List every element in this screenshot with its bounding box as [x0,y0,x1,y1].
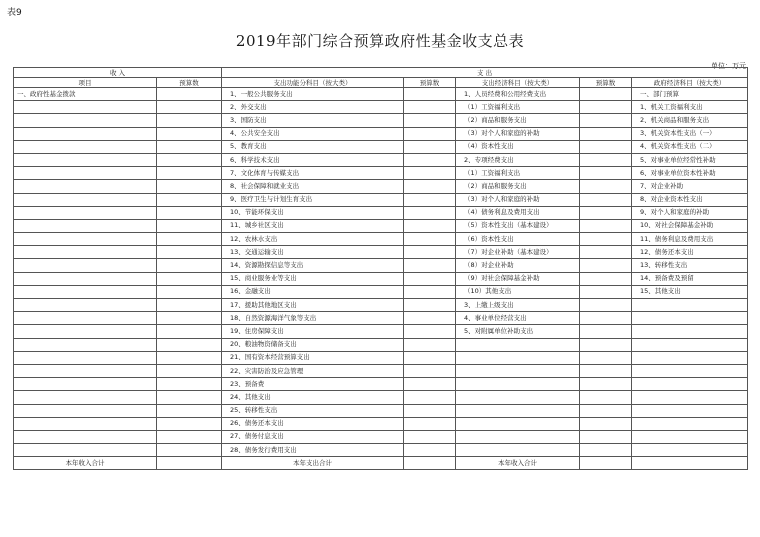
budget-cell [580,246,632,259]
budget-cell [580,219,632,232]
budget-cell [580,206,632,219]
func-item-cell: 15、商业服务业等支出 [222,272,404,285]
govecon-item-cell: 4、机关资本性支出（二） [632,140,748,153]
income-item-cell [14,378,157,391]
budget-cell [404,219,456,232]
table-row [14,430,748,443]
econ-item-cell [456,378,580,391]
budget-cell [404,404,456,417]
budget-cell [404,206,456,219]
unit-label: 单位：万元 [711,62,746,70]
func-item-cell: 23、预备费 [222,378,404,391]
table-row [14,219,748,232]
budget-cell [157,312,222,325]
govecon-item-cell: 15、其他支出 [632,285,748,298]
budget-cell [404,285,456,298]
income-item-cell [14,272,157,285]
econ-item-cell: （1）工资福利支出 [456,101,580,114]
budget-cell [580,351,632,364]
budget-cell [580,299,632,312]
func-item-cell: 2、外交支出 [222,101,404,114]
budget-cell [157,444,222,457]
func-item-cell: 21、国有资本经营预算支出 [222,351,404,364]
table-row [14,417,748,430]
govecon-header: 政府经济科目（按大类） [632,78,748,88]
table-row [14,114,748,127]
budget-cell [404,153,456,166]
budget-cell [404,167,456,180]
budget-cell [157,299,222,312]
income-item-cell [14,391,157,404]
budget-header: 预算数 [157,78,222,88]
govecon-item-cell: 2、机关商品和服务支出 [632,114,748,127]
budget-cell [580,140,632,153]
budget-cell [580,101,632,114]
econ-item-cell: （2）商品和服务支出 [456,180,580,193]
income-item-cell [14,233,157,246]
table-row [14,444,748,457]
econ-item-cell: （10）其他支出 [456,285,580,298]
income-item-cell [14,167,157,180]
func-item-cell: 25、转移性支出 [222,404,404,417]
income-item-cell [14,153,157,166]
budget-cell [157,430,222,443]
func-item-cell: 7、文化体育与传媒支出 [222,167,404,180]
budget-cell [404,233,456,246]
func-item-cell: 4、公共安全支出 [222,127,404,140]
budget-cell [157,378,222,391]
govecon-item-cell [632,417,748,430]
govecon-item-cell: 8、对企业资本性支出 [632,193,748,206]
econ-item-cell: 5、对附属单位补助支出 [456,325,580,338]
budget-cell [580,338,632,351]
budget-cell [404,140,456,153]
econ-item-cell: 1、人员经费和公用经费支出 [456,88,580,101]
econ-item-cell [456,391,580,404]
table-row [14,299,748,312]
func-item-cell: 1、一般公共服务支出 [222,88,404,101]
income-item-cell [14,206,157,219]
govecon-item-cell: 7、对企业补助 [632,180,748,193]
func-item-cell: 13、交通运输支出 [222,246,404,259]
budget-cell [404,272,456,285]
income-item-cell [14,259,157,272]
func-item-cell: 28、债务发行费用支出 [222,444,404,457]
govecon-item-cell: 3、机关资本性支出（一） [632,127,748,140]
budget-cell [157,127,222,140]
econ-item-cell [456,417,580,430]
govecon-item-cell: 9、对个人和家庭的补助 [632,206,748,219]
econ-item-cell: （4）债务利息及费用支出 [456,206,580,219]
budget-cell [404,417,456,430]
budget-cell [580,88,632,101]
budget-cell [580,378,632,391]
income-item-cell [14,444,157,457]
govecon-item-cell: 一、部门预算 [632,88,748,101]
budget-cell [580,391,632,404]
table-row [14,351,748,364]
budget-cell [580,444,632,457]
func-item-cell: 16、金融支出 [222,285,404,298]
item-header: 项目 [14,78,157,88]
budget-cell [157,404,222,417]
govecon-item-cell [632,430,748,443]
econ-item-cell: 4、事业单位经营支出 [456,312,580,325]
table-row [14,127,748,140]
income-total-label: 本年收入合计 [14,457,157,470]
budget-cell [580,259,632,272]
expense-header: 支 出 [222,68,748,78]
econ-item-cell: （5）资本性支出（基本建设） [456,219,580,232]
table-row [14,140,748,153]
econ-item-cell: （2）商品和服务支出 [456,114,580,127]
govecon-item-cell: 13、转移性支出 [632,259,748,272]
govecon-item-cell [632,364,748,377]
budget-cell [404,193,456,206]
econ-item-cell: （3）对个人和家庭的补助 [456,127,580,140]
budget-cell [580,114,632,127]
table-row [14,259,748,272]
budget-table [13,67,748,470]
budget-cell [157,351,222,364]
budget-header: 预算数 [404,78,456,88]
func-header: 支出功能分科目（按大类） [222,78,404,88]
budget-cell [580,272,632,285]
func-item-cell: 10、节能环保支出 [222,206,404,219]
func-item-cell: 3、国防支出 [222,114,404,127]
budget-cell [580,153,632,166]
econ-header: 支出经济科目（按大类） [456,78,580,88]
budget-header: 预算数 [580,78,632,88]
table-row [14,193,748,206]
econ-item-cell: （6）资本性支出 [456,233,580,246]
govecon-item-cell [632,351,748,364]
budget-cell [157,167,222,180]
func-item-cell: 8、社会保障和就业支出 [222,180,404,193]
budget-cell [157,391,222,404]
table-row [14,312,748,325]
table-row [14,285,748,298]
budget-cell [580,325,632,338]
econ-item-cell: 2、专项经费支出 [456,153,580,166]
budget-cell [157,101,222,114]
table-row [14,101,748,114]
budget-cell [404,338,456,351]
table-row [14,391,748,404]
budget-cell [157,180,222,193]
func-item-cell: 17、援助其他地区支出 [222,299,404,312]
econ-item-cell [456,404,580,417]
govecon-item-cell [632,391,748,404]
budget-cell [404,299,456,312]
budget-cell [404,430,456,443]
func-item-cell: 6、科学技术支出 [222,153,404,166]
budget-cell [404,378,456,391]
budget-cell [580,167,632,180]
budget-cell [580,417,632,430]
budget-cell [157,272,222,285]
func-item-cell: 19、住房保障支出 [222,325,404,338]
income-item-cell [14,193,157,206]
income-item-cell [14,219,157,232]
econ-item-cell [456,351,580,364]
govecon-item-cell: 11、债务利息及费用支出 [632,233,748,246]
budget-cell [404,180,456,193]
func-item-cell: 18、自然资源海洋气象等支出 [222,312,404,325]
table-row [14,338,748,351]
func-item-cell: 26、债务还本支出 [222,417,404,430]
econ-item-cell [456,430,580,443]
expense-total-label: 本年支出合计 [222,457,404,470]
budget-cell [157,206,222,219]
govecon-item-cell [632,325,748,338]
budget-cell [157,140,222,153]
budget-cell [404,246,456,259]
econ-item-cell: （3）对个人和家庭的补助 [456,193,580,206]
income-item-cell [14,101,157,114]
budget-cell [580,312,632,325]
income-item-cell [14,351,157,364]
func-item-cell: 22、灾害防治及应急管理 [222,364,404,377]
econ-item-cell: 3、上缴上级支出 [456,299,580,312]
budget-cell [157,364,222,377]
budget-cell [157,285,222,298]
budget-cell [404,312,456,325]
budget-cell [404,391,456,404]
table-row [14,364,748,377]
table-row [14,88,748,101]
table-number: 表9 [7,8,22,18]
govecon-item-cell: 1、机关工资福利支出 [632,101,748,114]
table-row [14,167,748,180]
income-item-cell [14,404,157,417]
govecon-item-cell: 10、对社会保障基金补助 [632,219,748,232]
budget-cell [157,338,222,351]
func-item-cell: 5、教育支出 [222,140,404,153]
func-item-cell: 12、农林水支出 [222,233,404,246]
func-item-cell: 27、债务付息支出 [222,430,404,443]
econ-item-cell: （7）对企业补助（基本建设） [456,246,580,259]
budget-cell [157,114,222,127]
table-row [14,378,748,391]
budget-cell [157,219,222,232]
income-item-cell [14,430,157,443]
govecon-item-cell [632,404,748,417]
budget-cell [157,246,222,259]
budget-cell [157,417,222,430]
func-item-cell: 20、粮油物资储备支出 [222,338,404,351]
govecon-item-cell [632,444,748,457]
govecon-item-cell [632,312,748,325]
budget-cell [157,259,222,272]
govecon-item-cell: 5、对事业单位经常性补助 [632,153,748,166]
func-item-cell: 14、资源勘探信息等支出 [222,259,404,272]
page-title: 2019年部门综合预算政府性基金收支总表 [235,32,525,50]
budget-cell [580,457,632,470]
table-row [14,180,748,193]
table-row [14,325,748,338]
func-item-cell: 24、其他支出 [222,391,404,404]
econ-item-cell [456,338,580,351]
govecon-item-cell: 6、对事业单位资本性补助 [632,167,748,180]
budget-cell [157,457,222,470]
table-row [14,246,748,259]
budget-cell [580,430,632,443]
econ-item-cell: （4）资本性支出 [456,140,580,153]
income-item-cell [14,338,157,351]
budget-cell [157,325,222,338]
budget-cell [580,180,632,193]
income-item-cell [14,364,157,377]
govecon-item-cell [632,338,748,351]
income-item-cell [14,325,157,338]
econ-item-cell: （8）对企业补助 [456,259,580,272]
budget-cell [580,285,632,298]
budget-cell [404,351,456,364]
budget-cell [404,325,456,338]
govecon-item-cell: 12、债务还本支出 [632,246,748,259]
income-item-cell [14,312,157,325]
budget-cell [404,364,456,377]
budget-cell [404,114,456,127]
income-item-cell [14,417,157,430]
income-item-cell: 一、政府性基金拨款 [14,88,157,101]
income-item-cell [14,140,157,153]
income-item-cell [14,180,157,193]
table-row [14,233,748,246]
budget-cell [580,404,632,417]
budget-cell [580,127,632,140]
budget-cell [404,88,456,101]
table-row [14,272,748,285]
econ-item-cell [456,444,580,457]
income-item-cell [14,246,157,259]
table-row [14,153,748,166]
budget-cell [404,127,456,140]
func-item-cell: 11、城乡社区支出 [222,219,404,232]
econ-item-cell: （9）对社会保障基金补助 [456,272,580,285]
income-item-cell [14,114,157,127]
govecon-item-cell [632,299,748,312]
func-item-cell: 9、医疗卫生与计划生育支出 [222,193,404,206]
blank-cell [632,457,748,470]
budget-cell [157,193,222,206]
budget-cell [404,101,456,114]
budget-cell [580,193,632,206]
budget-cell [404,259,456,272]
expense-total-label-2: 本年收入合计 [456,457,580,470]
govecon-item-cell [632,378,748,391]
income-header: 收 入 [14,68,222,78]
budget-cell [404,444,456,457]
income-item-cell [14,299,157,312]
budget-cell [580,233,632,246]
econ-item-cell [456,364,580,377]
budget-cell [157,88,222,101]
govecon-item-cell: 14、预备费及预留 [632,272,748,285]
totals-row [14,457,748,470]
budget-cell [404,457,456,470]
income-item-cell [14,127,157,140]
income-item-cell [14,285,157,298]
budget-cell [157,233,222,246]
budget-cell [580,364,632,377]
budget-cell [157,153,222,166]
table-row [14,206,748,219]
econ-item-cell: （1）工资福利支出 [456,167,580,180]
table-row [14,404,748,417]
